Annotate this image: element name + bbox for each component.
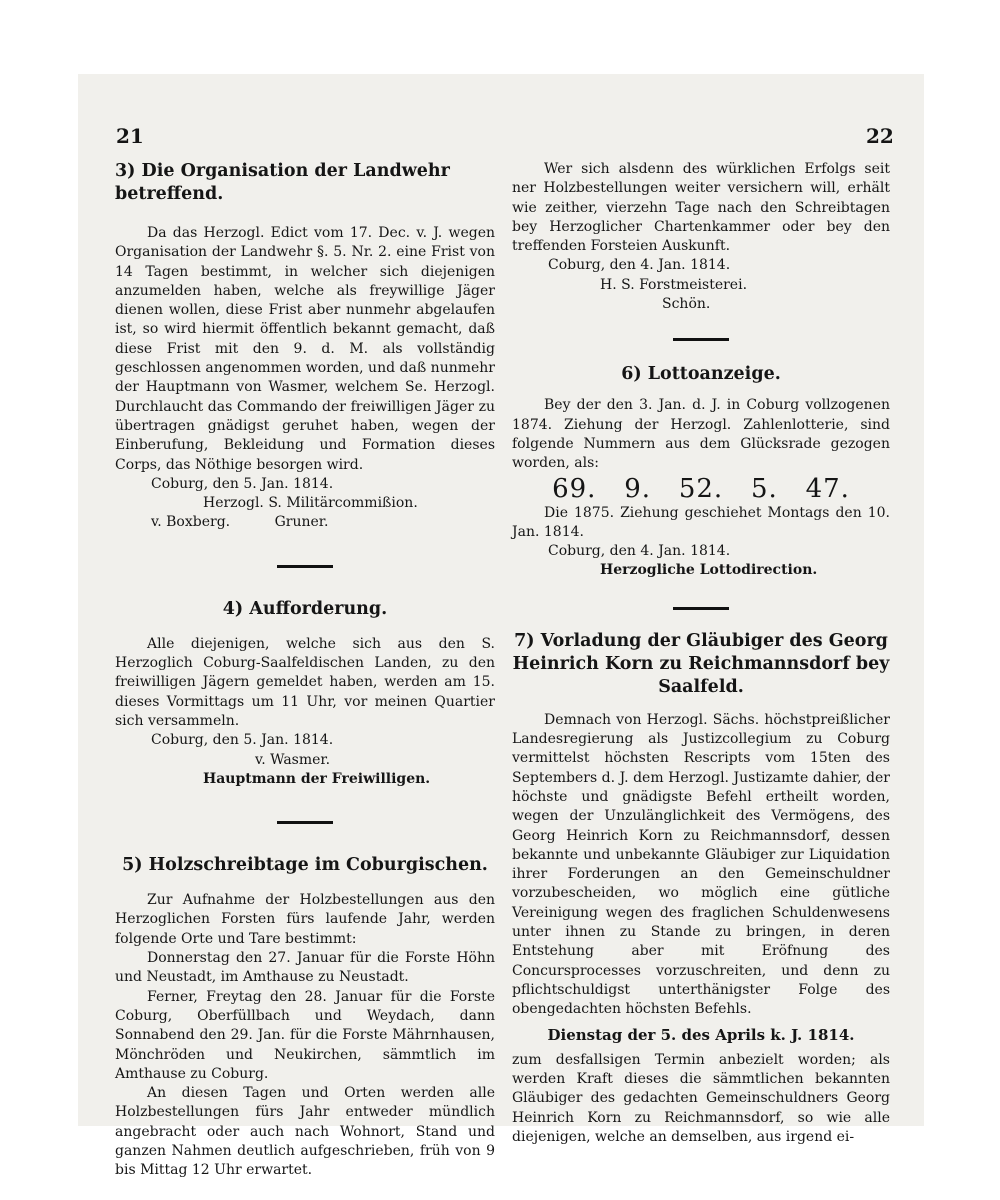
section-5-authority: H. S. Forstmeisterei. [600, 276, 748, 293]
section-4-signer: v. Wasmer. [255, 751, 331, 768]
section-4-place-date: Coburg, den 5. Jan. 1814. [151, 732, 334, 749]
section-7-heading: 7) Vorladung der Gläubiger des Georg Heinrich Korn zu Reichmannsdorf bey Saalfeld. [512, 630, 890, 697]
section-5-place-date: Coburg, den 4. Jan. 1814. [548, 257, 731, 274]
section-7-paragraph-1: Demnach von Herzogl. Sächs. höchstpreißlicher Landesregierung als Justizcollegium zu Coburg vermittelst höchsten Rescripts vom 15ten des Septembers d. J. dem Herzogl. Justizamte dahier, der höchste und gnädigste Befehl ertheilt worden, wegen der Unzulänglichkeit des Vermögens, des Georg Heinrich Korn zu Reichmannsdorf, dessen bekannte und unbekannte Gläubiger zur Liquidation ihrer Forderungen an den Gemeinschuldner vorzubescheiden, wo möglich eine gütliche Vereinigung wegen des fraglichen Schuldenwesens unter ihnen zu Stande zu bringen, in deren Entstehung aber mit Eröfnung des Concursprocesses vorzuschreiten, und denn zu pflichtschuldigst unterthänigster Folge des obengedachten höchsten Befehls. [512, 711, 890, 1018]
page-number-left: 21 [116, 124, 144, 148]
section-4-title: Hauptmann der Freiwilligen. [203, 770, 431, 787]
section-5-heading: 5) Holzschreibtage im Coburgischen. [122, 855, 488, 876]
section-7-paragraph-2: zum desfallsigen Termin anbezielt worden; als werden Kraft dieses die sämmtlichen bekannten Gläubiger des gedachten Gemeinschuldners Georg Heinrich Korn zu Reichmannsdorf, so wie alle diejenigen, welche an demselben, aus irgend ei- [512, 1051, 890, 1145]
section-3-heading: 3) Die Organisation der Landwehr betreffend. [115, 161, 450, 204]
section-5-paragraph-4: An diesen Tagen und Orten werden alle Holzbestellungen fürs Jahr entweder mündlich angebracht oder auch nach Wohnort, Stand und ganzen Nahmen deutlich aufgeschrieben, früh von 9 bis Mittag 12 Uhr erwartet. [115, 1085, 495, 1179]
section-6-body: Bey der den 3. Jan. d. J. in Coburg vollzogenen 1874. Ziehung der Herzogl. Zahlenlotterie, sind folgende Nummern aus dem Glücksrade gezogen worden, als: [512, 397, 890, 472]
page-number-right: 22 [866, 124, 894, 148]
section-4-heading: 4) Aufforderung. [222, 598, 388, 619]
section-5-signer: Schön. [662, 296, 711, 313]
section-6-next-draw: Die 1875. Ziehung geschiehet Montags den 10. Jan. 1814. [512, 504, 890, 540]
section-5-paragraph-3: Ferner, Freytag den 28. Januar für die Forste Coburg, Oberfüllbach und Weydach, dann Sonnabend den 29. Jan. für die Forste Mährnhausen, Mönchröden und Neukirchen, sämmtlich im Amthause zu Coburg. [115, 988, 495, 1082]
section-5-paragraph-1: Zur Aufnahme der Holzbestellungen aus den Herzoglichen Forsten fürs laufende Jahr, werden folgende Orte und Tare bestimmt: [115, 892, 495, 947]
section-5-continuation: Wer sich alsdenn des würklichen Erfolgs seit ner Holzbestellungen weiter versichern will, erhält wie zeither, vierzehn Tage nach den Schreibtagen bey Herzoglicher Chartenkammer oder bey den treffenden Forsteien Auskunft. [512, 161, 890, 255]
section-3-authority: Herzogl. S. Militärcommißion. [203, 495, 418, 512]
lotto-numbers: 69. 9. 52. 5. 47. [552, 473, 850, 504]
section-6-heading: 6) Lottoanzeige. [621, 364, 781, 385]
section-5-paragraph-2: Donnerstag den 27. Januar für die Forste Höhn und Neustadt, im Amthause zu Neustadt. [115, 950, 495, 986]
section-4-body: Alle diejenigen, welche sich aus den S. Herzoglich Coburg-Saalfeldischen Landen, zu den freiwilligen Jägern gemeldet haben, werden am 15. dieses Vormittags um 11 Uhr, vor meinen Quartier sich versammeln. [115, 635, 495, 729]
section-3-signers: v. Boxberg. Gruner. [151, 514, 329, 531]
section-7-date-line: Dienstag der 5. des Aprils k. J. 1814. [547, 1025, 855, 1044]
section-6-place-date: Coburg, den 4. Jan. 1814. [548, 543, 731, 560]
right-column [512, 160, 890, 1147]
section-3-body: Da das Herzogl. Edict vom 17. Dec. v. J. wegen Organisation der Landwehr §. 5. Nr. 2. eine Frist von 14 Tagen bestimmt, in welcher sich diejenigen anzumelden haben, welche als freywillige Jäger dienen wollen, diese Frist aber nunmehr abgelaufen ist, so wird hiermit öffentlich bekannt gemacht, daß diese Frist mit den 9. d. M. als vollständig geschlossen angenommen worden, und daß nunmehr der Hauptmann von Wasmer, welchem Se. Herzogl. Durchlaucht das Commando der freiwilligen Jäger zu übertragen gnädigst geruhet haben, wegen der Einberufung, Bekleidung und Formation dieses Corps, das Nöthige besorgen wird. [115, 225, 495, 473]
left-column [115, 160, 495, 1181]
section-3-place-date: Coburg, den 5. Jan. 1814. [151, 475, 334, 492]
section-6-authority: Herzogliche Lottodirection. [600, 562, 818, 579]
